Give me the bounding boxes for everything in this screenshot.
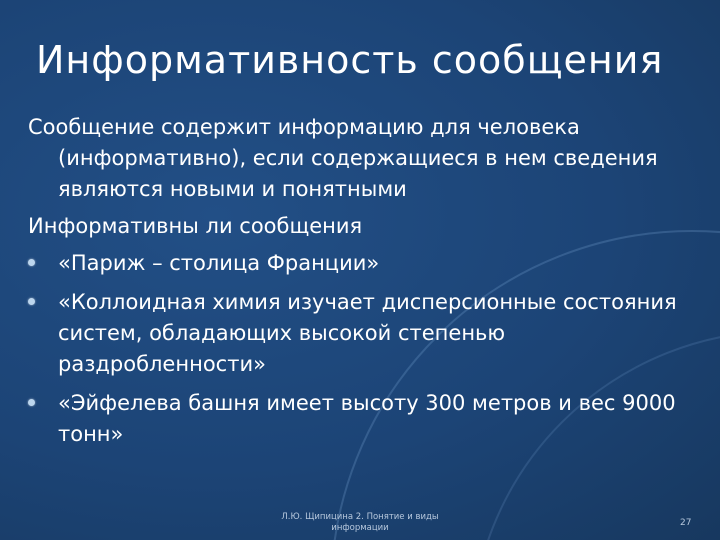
slide-title: Информативность сообщения <box>36 38 664 82</box>
bullet-text: «Париж – столица Франции» <box>58 251 380 275</box>
bullet-dot-icon <box>28 298 35 305</box>
bullet-dot-icon <box>28 259 35 266</box>
page-number: 27 <box>680 518 692 528</box>
definition-paragraph: Сообщение содержит информацию для человека (информативно), если содержащиеся в нем сведения являются новыми и понятными <box>28 115 658 201</box>
question-paragraph: Информативны ли сообщения <box>28 214 363 238</box>
bullet-text: «Эйфелева башня имеет высоту 300 метров и вес 9000 тонн» <box>58 391 676 446</box>
bullet-item <box>28 248 688 279</box>
bullet-item <box>28 388 688 450</box>
bullet-dot-icon <box>28 399 35 406</box>
footer-line: информации <box>331 523 389 533</box>
slide-body <box>28 112 688 458</box>
bullet-text: «Коллоидная химия изучает дисперсионные состояния систем, обладающих высокой степенью раздробленности» <box>58 290 677 376</box>
footer-line: Л.Ю. Щипицина 2. Понятие и виды <box>281 512 439 522</box>
footer-caption <box>230 512 490 534</box>
bullet-item <box>28 287 688 380</box>
